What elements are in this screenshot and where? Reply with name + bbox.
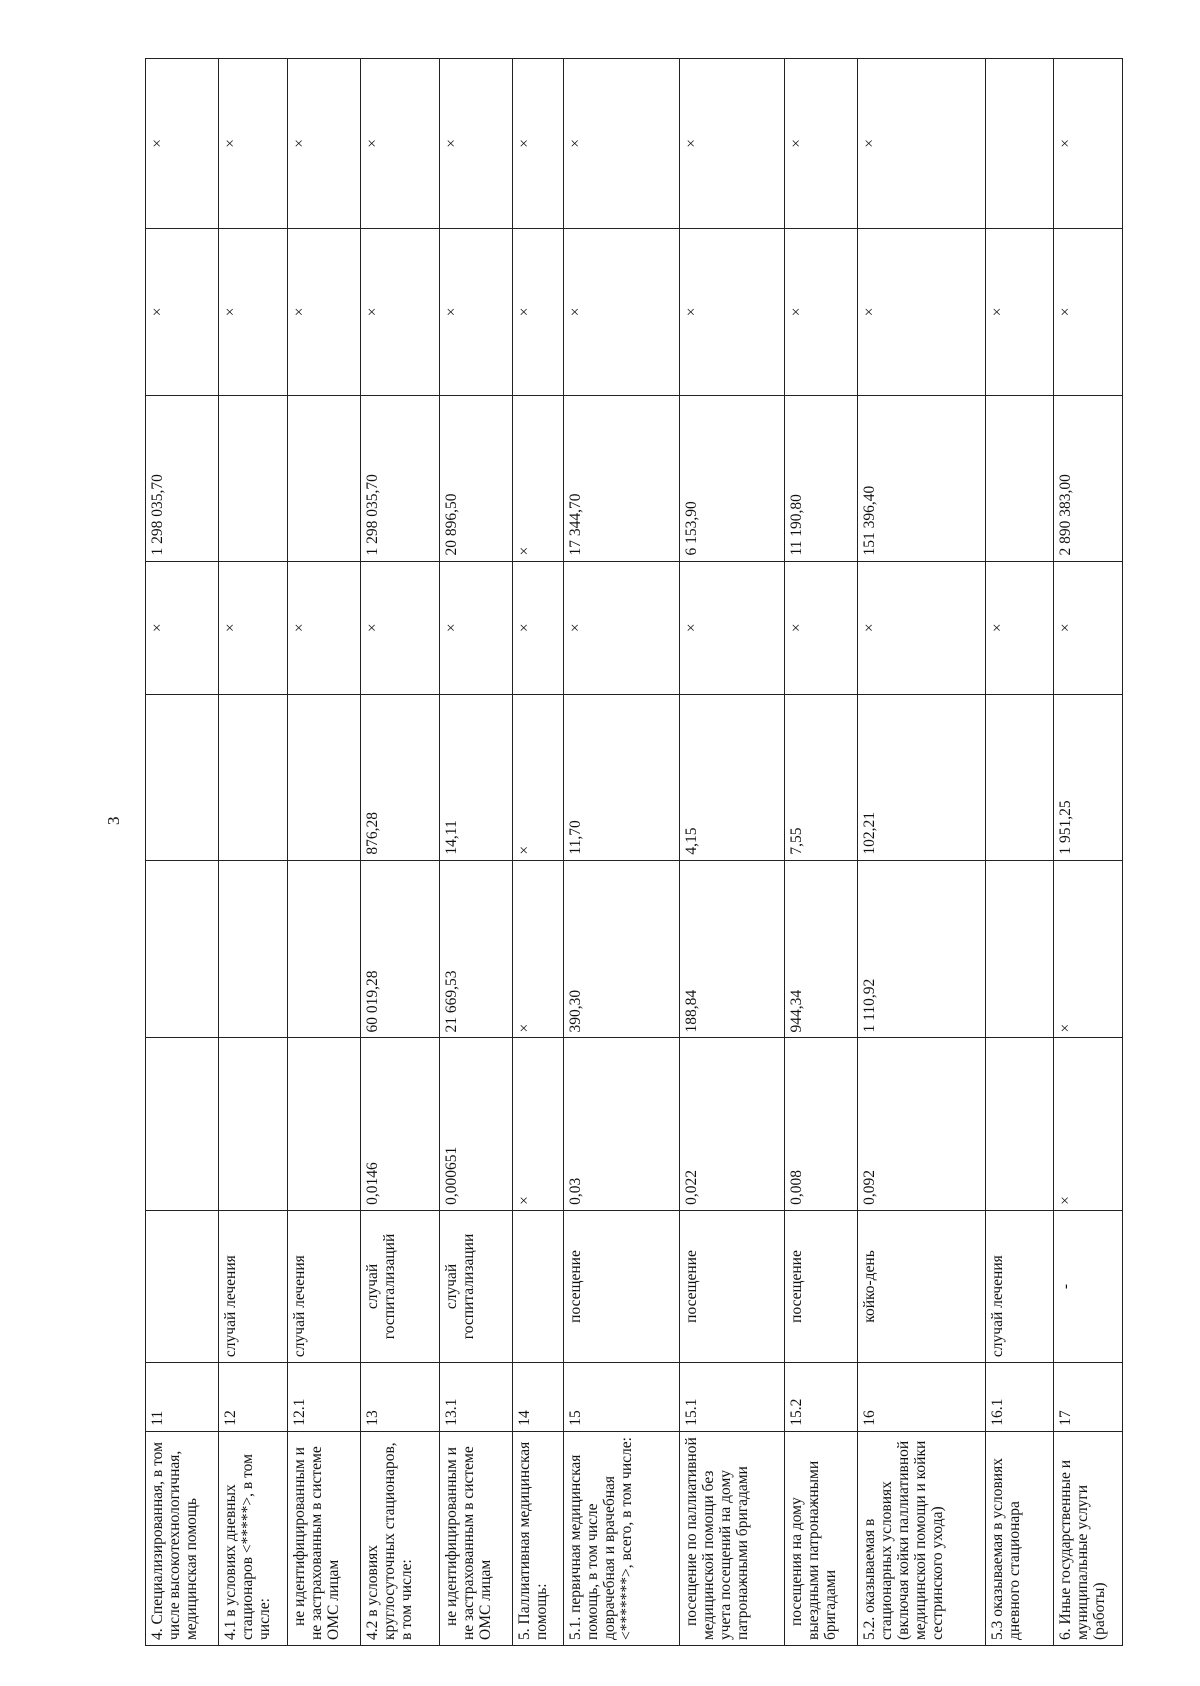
row-name-cell: не идентифицированным и не застрахованным в системе ОМС лицам bbox=[288, 1431, 361, 1645]
row-total-oms-cell: × bbox=[564, 228, 680, 395]
row-name-cell: 6. Иные государственные и муниципальные услуги (работы) bbox=[1054, 1431, 1123, 1645]
row-name-cell: 5.3 оказываемая в условиях дневного стационара bbox=[985, 1431, 1053, 1645]
row-total-budget-cell: 20 896,50 bbox=[440, 395, 513, 561]
row-per-capita-oms-cell: × bbox=[1054, 561, 1123, 694]
row-percent-cell bbox=[985, 59, 1053, 229]
row-unit-cell: случай лечения bbox=[985, 1210, 1053, 1362]
row-code-cell: 15 bbox=[564, 1363, 680, 1432]
row-volume-cell: 0,03 bbox=[564, 1038, 680, 1210]
row-per-capita-budget-cell: 102,21 bbox=[857, 694, 985, 860]
row-volume-cell: × bbox=[1054, 1038, 1123, 1210]
row-per-capita-oms-cell: × bbox=[288, 561, 361, 694]
row-cost-per-unit-cell bbox=[985, 860, 1053, 1038]
row-per-capita-oms-cell: × bbox=[361, 561, 440, 694]
row-name-cell: 4.1 в условиях дневных стационаров <*****>, в том числе: bbox=[218, 1431, 288, 1645]
row-cost-per-unit-cell: 390,30 bbox=[564, 860, 680, 1038]
row-per-capita-budget-cell bbox=[288, 694, 361, 860]
row-volume-cell: × bbox=[513, 1038, 564, 1210]
row-unit-cell: койко-день bbox=[857, 1210, 985, 1362]
row-per-capita-budget-cell: × bbox=[513, 694, 564, 860]
table-row bbox=[1054, 59, 1123, 1646]
row-unit-cell: посещение bbox=[679, 1210, 784, 1362]
row-percent-cell: × bbox=[288, 59, 361, 229]
row-unit-cell: случай лечения bbox=[218, 1210, 288, 1362]
table-row bbox=[513, 59, 564, 1646]
row-total-budget-cell: 6 153,90 bbox=[679, 395, 784, 561]
row-name-cell: 5.1. первичная медицинская помощь, в том числе доврачебная и врачебная <*******>, всего, в том числе: bbox=[564, 1431, 680, 1645]
row-per-capita-oms-cell: × bbox=[564, 561, 680, 694]
row-total-oms-cell: × bbox=[985, 228, 1053, 395]
row-code-cell: 12.1 bbox=[288, 1363, 361, 1432]
row-code-cell: 15.1 bbox=[679, 1363, 784, 1432]
row-total-oms-cell: × bbox=[146, 228, 219, 395]
row-total-oms-cell: × bbox=[513, 228, 564, 395]
row-total-budget-cell: 151 396,40 bbox=[857, 395, 985, 561]
row-code-cell: 11 bbox=[146, 1363, 219, 1432]
data-table bbox=[145, 58, 1123, 1646]
row-name-cell: 4.2 в условиях круглосуточных стационаров, в том числе: bbox=[361, 1431, 440, 1645]
row-cost-per-unit-cell: 188,84 bbox=[679, 860, 784, 1038]
row-code-cell: 16 bbox=[857, 1363, 985, 1432]
row-cost-per-unit-cell bbox=[146, 860, 219, 1038]
row-cost-per-unit-cell: × bbox=[513, 860, 564, 1038]
row-per-capita-budget-cell bbox=[146, 694, 219, 860]
row-volume-cell: 0,022 bbox=[679, 1038, 784, 1210]
row-total-budget-cell: 11 190,80 bbox=[784, 395, 857, 561]
row-percent-cell: × bbox=[1054, 59, 1123, 229]
table-row bbox=[440, 59, 513, 1646]
row-unit-cell: - bbox=[1054, 1210, 1123, 1362]
row-total-oms-cell: × bbox=[679, 228, 784, 395]
row-total-oms-cell: × bbox=[784, 228, 857, 395]
row-percent-cell: × bbox=[513, 59, 564, 229]
row-per-capita-budget-cell: 7,55 bbox=[784, 694, 857, 860]
row-total-oms-cell: × bbox=[440, 228, 513, 395]
row-per-capita-budget-cell: 11,70 bbox=[564, 694, 680, 860]
table-row bbox=[146, 59, 219, 1646]
row-total-oms-cell: × bbox=[1054, 228, 1123, 395]
row-volume-cell: 0,0146 bbox=[361, 1038, 440, 1210]
row-volume-cell: 0,000651 bbox=[440, 1038, 513, 1210]
row-name-cell: посещение по паллиативной медицинской помощи без учета посещений на дому патронажными бригадами bbox=[679, 1431, 784, 1645]
table-row bbox=[679, 59, 784, 1646]
row-name-cell: посещения на дому выездными патронажными бригадами bbox=[784, 1431, 857, 1645]
row-code-cell: 16.1 bbox=[985, 1363, 1053, 1432]
row-percent-cell: × bbox=[146, 59, 219, 229]
row-per-capita-oms-cell: × bbox=[857, 561, 985, 694]
row-volume-cell bbox=[218, 1038, 288, 1210]
row-total-budget-cell bbox=[218, 395, 288, 561]
row-per-capita-oms-cell: × bbox=[440, 561, 513, 694]
row-name-cell: 5. Паллиативная медицинская помощь: bbox=[513, 1431, 564, 1645]
row-percent-cell: × bbox=[440, 59, 513, 229]
row-unit-cell bbox=[513, 1210, 564, 1362]
row-unit-cell: посещение bbox=[784, 1210, 857, 1362]
row-percent-cell: × bbox=[857, 59, 985, 229]
row-volume-cell: 0,008 bbox=[784, 1038, 857, 1210]
row-per-capita-budget-cell bbox=[985, 694, 1053, 860]
table-row bbox=[784, 59, 857, 1646]
row-code-cell: 13.1 bbox=[440, 1363, 513, 1432]
row-code-cell: 15.2 bbox=[784, 1363, 857, 1432]
row-per-capita-budget-cell bbox=[218, 694, 288, 860]
page-number: 3 bbox=[104, 816, 123, 825]
row-code-cell: 12 bbox=[218, 1363, 288, 1432]
row-total-budget-cell bbox=[288, 395, 361, 561]
row-percent-cell: × bbox=[784, 59, 857, 229]
row-code-cell: 13 bbox=[361, 1363, 440, 1432]
row-percent-cell: × bbox=[679, 59, 784, 229]
table-row bbox=[857, 59, 985, 1646]
table-row bbox=[361, 59, 440, 1646]
rotated-table-container bbox=[145, 58, 1123, 1646]
row-per-capita-budget-cell: 4,15 bbox=[679, 694, 784, 860]
row-cost-per-unit-cell bbox=[218, 860, 288, 1038]
row-per-capita-oms-cell: × bbox=[679, 561, 784, 694]
row-volume-cell bbox=[985, 1038, 1053, 1210]
table-row bbox=[288, 59, 361, 1646]
table-row bbox=[218, 59, 288, 1646]
row-code-cell: 17 bbox=[1054, 1363, 1123, 1432]
row-total-oms-cell: × bbox=[361, 228, 440, 395]
row-unit-cell: случай госпитализации bbox=[440, 1210, 513, 1362]
row-total-oms-cell: × bbox=[288, 228, 361, 395]
row-percent-cell: × bbox=[564, 59, 680, 229]
row-unit-cell: случай госпитализаций bbox=[361, 1210, 440, 1362]
table-row bbox=[564, 59, 680, 1646]
row-name-cell: не идентифицированным и не застрахованным в системе ОМС лицам bbox=[440, 1431, 513, 1645]
row-cost-per-unit-cell: 944,34 bbox=[784, 860, 857, 1038]
row-per-capita-budget-cell: 1 951,25 bbox=[1054, 694, 1123, 860]
row-per-capita-budget-cell: 14,11 bbox=[440, 694, 513, 860]
row-unit-cell: случай лечения bbox=[288, 1210, 361, 1362]
row-per-capita-oms-cell: × bbox=[146, 561, 219, 694]
row-name-cell: 5.2. оказываемая в стационарных условиях (включая койки паллиативной медицинской помощи и койки сестринского ухода) bbox=[857, 1431, 985, 1645]
row-cost-per-unit-cell: × bbox=[1054, 860, 1123, 1038]
row-per-capita-oms-cell: × bbox=[985, 561, 1053, 694]
row-per-capita-oms-cell: × bbox=[218, 561, 288, 694]
row-percent-cell: × bbox=[218, 59, 288, 229]
row-total-budget-cell: × bbox=[513, 395, 564, 561]
row-cost-per-unit-cell: 1 110,92 bbox=[857, 860, 985, 1038]
row-volume-cell bbox=[288, 1038, 361, 1210]
row-unit-cell bbox=[146, 1210, 219, 1362]
row-total-budget-cell bbox=[985, 395, 1053, 561]
row-code-cell: 14 bbox=[513, 1363, 564, 1432]
row-percent-cell: × bbox=[361, 59, 440, 229]
row-total-oms-cell: × bbox=[218, 228, 288, 395]
row-name-cell: 4. Специализированная, в том числе высокотехнологичная, медицинская помощь bbox=[146, 1431, 219, 1645]
row-volume-cell bbox=[146, 1038, 219, 1210]
row-cost-per-unit-cell: 60 019,28 bbox=[361, 860, 440, 1038]
table-body bbox=[146, 59, 1123, 1646]
row-total-budget-cell: 1 298 035,70 bbox=[146, 395, 219, 561]
row-per-capita-oms-cell: × bbox=[784, 561, 857, 694]
table-row bbox=[985, 59, 1053, 1646]
row-total-oms-cell: × bbox=[857, 228, 985, 395]
row-per-capita-budget-cell: 876,28 bbox=[361, 694, 440, 860]
row-total-budget-cell: 2 890 383,00 bbox=[1054, 395, 1123, 561]
row-total-budget-cell: 1 298 035,70 bbox=[361, 395, 440, 561]
row-total-budget-cell: 17 344,70 bbox=[564, 395, 680, 561]
row-cost-per-unit-cell: 21 669,53 bbox=[440, 860, 513, 1038]
row-volume-cell: 0,092 bbox=[857, 1038, 985, 1210]
row-per-capita-oms-cell: × bbox=[513, 561, 564, 694]
row-cost-per-unit-cell bbox=[288, 860, 361, 1038]
row-unit-cell: посещение bbox=[564, 1210, 680, 1362]
